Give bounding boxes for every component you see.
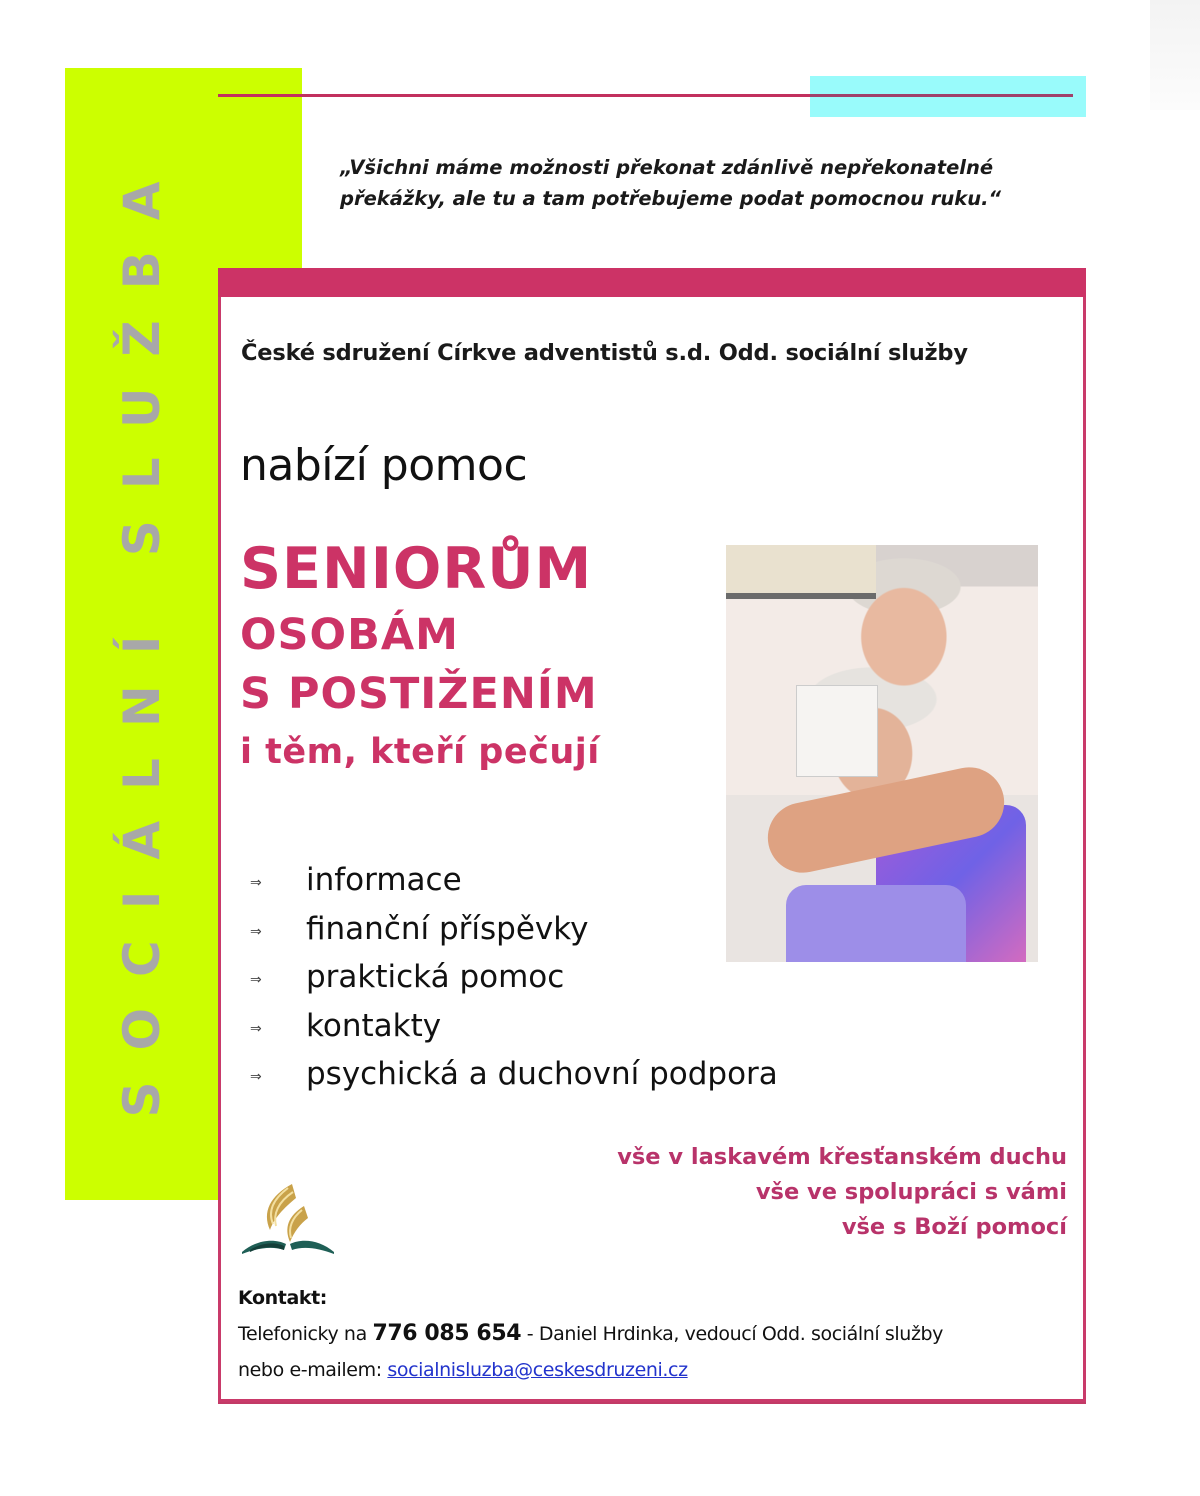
top-divider-line-overlay [810, 94, 1073, 97]
value-line-2: vše ve spolupráci s vámi [755, 1179, 1067, 1205]
photo-kitchen-hood [726, 545, 876, 599]
vertical-title-text: SOCIÁLNÍ SLUŽBA [112, 150, 171, 1118]
service-label: kontakty [306, 1007, 442, 1044]
contact-label: Kontakt: [238, 1287, 327, 1309]
adventist-logo-icon [240, 1178, 336, 1262]
services-list [250, 856, 778, 1099]
service-label: finanční příspěvky [306, 910, 589, 947]
email-link[interactable]: socialnisluzba@ceskesdruzeni.cz [387, 1359, 688, 1381]
photo-fridge [796, 685, 878, 777]
double-arrow-icon: ⇒ [250, 923, 262, 940]
phone-number[interactable]: 776 085 654 [372, 1321, 522, 1346]
double-arrow-icon: ⇒ [250, 875, 262, 892]
list-item [250, 953, 778, 1002]
quote-line-1: „Všichni máme možnosti překonat zdánlivě nepřekonatelné [340, 156, 994, 179]
list-item [250, 1050, 778, 1099]
service-label: praktická pomoc [306, 959, 565, 996]
page-edge-shade [1150, 0, 1200, 110]
contact-email-line [238, 1352, 943, 1388]
double-arrow-icon: ⇒ [250, 972, 262, 989]
list-item [250, 856, 778, 905]
contact-section [238, 1280, 943, 1388]
email-prefix: nebo e-mailem: [238, 1359, 388, 1381]
target-seniors: SENIORŮM [240, 536, 593, 602]
target-caregivers: i těm, kteří pečují [240, 732, 600, 772]
value-line-1: vše v laskavém křesťanském duchu [617, 1144, 1067, 1170]
target-disability: S POSTIŽENÍM [240, 669, 598, 719]
phone-prefix: Telefonicky na [238, 1323, 373, 1345]
vertical-title [65, 68, 218, 1200]
contact-phone-line [238, 1316, 943, 1352]
service-label: informace [306, 862, 462, 899]
photo-apron [786, 885, 966, 962]
quote [340, 152, 1080, 214]
double-arrow-icon: ⇒ [250, 1069, 262, 1086]
service-label: psychická a duchovní podpora [306, 1056, 778, 1093]
phone-suffix: - Daniel Hrdinka, vedoucí Odd. sociální služby [521, 1323, 944, 1345]
double-arrow-icon: ⇒ [250, 1020, 262, 1037]
list-item [250, 1002, 778, 1051]
card-header-band [218, 268, 1086, 297]
list-item [250, 905, 778, 954]
offer-intro: nabízí pomoc [240, 440, 528, 491]
quote-line-2: překážky, ale tu a tam potřebujeme podat pomocnou ruku.“ [340, 187, 1002, 210]
target-persons: OSOBÁM [240, 610, 459, 660]
values-statement [617, 1140, 1067, 1245]
target-groups [240, 532, 600, 780]
value-line-3: vše s Boží pomocí [841, 1214, 1067, 1240]
organization-name: České sdružení Církve adventistů s.d. Odd. sociální služby [241, 340, 968, 366]
